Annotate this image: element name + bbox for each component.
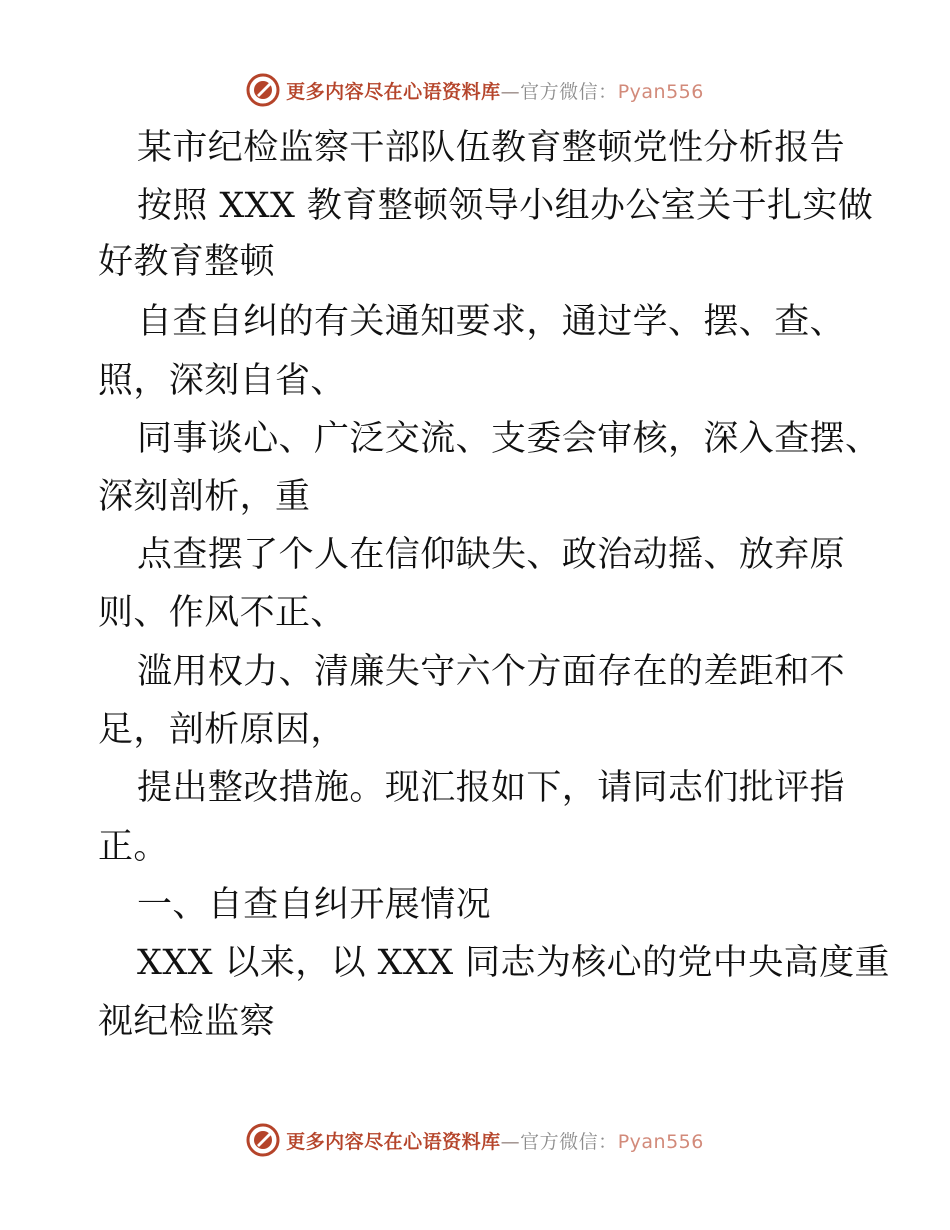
- paragraph-line: 滥用权力、清廉失守六个方面存在的差距和不: [137, 652, 846, 692]
- banner-text: [286, 77, 704, 104]
- paragraph-line: 提出整改措施。现汇报如下，请同志们批评指: [137, 768, 846, 808]
- paragraph-line: 自查自纠的有关通知要求，通过学、摆、查、: [137, 302, 846, 342]
- paragraph-line: 同事谈心、广泛交流、支委会审核，深入查摆、: [137, 419, 881, 459]
- paragraph-line: 视纪检监察: [98, 1002, 276, 1042]
- banner-dash: —: [500, 1130, 521, 1153]
- paragraph-line: 深刻剖析，重: [98, 477, 311, 517]
- banner-wechat-id: Pyan556: [617, 80, 704, 103]
- paragraph-line: 点查摆了个人在信仰缺失、政治动摇、放弃原: [137, 535, 846, 575]
- banner-wechat-label: 官方微信：: [520, 80, 618, 103]
- red-circle-logo-icon: [246, 73, 280, 107]
- section-heading: 一、自查自纠开展情况: [137, 885, 492, 925]
- paragraph-line: 照，深刻自省、: [98, 361, 346, 401]
- document-title: 某市纪检监察干部队伍教育整顿党性分析报告: [137, 128, 846, 168]
- footer-banner: [0, 1120, 950, 1160]
- paragraph-line: 足，剖析原因，: [98, 710, 346, 750]
- paragraph-line: 则、作风不正、: [98, 593, 346, 633]
- paragraph-line: 按照 XXX 教育整顿领导小组办公室关于扎实做: [137, 186, 874, 226]
- banner-main-text: 更多内容尽在心语资料库: [286, 80, 501, 103]
- banner-wechat-id: Pyan556: [617, 1130, 704, 1153]
- banner-text: [286, 1127, 704, 1154]
- paragraph-line: 正。: [98, 827, 169, 867]
- banner-wechat-label: 官方微信：: [520, 1130, 618, 1153]
- paragraph-line: 好教育整顿: [98, 242, 276, 282]
- banner-main-text: 更多内容尽在心语资料库: [286, 1130, 501, 1153]
- banner-dash: —: [500, 80, 521, 103]
- red-circle-logo-icon: [246, 1123, 280, 1157]
- header-banner: [0, 70, 950, 110]
- paragraph-line: XXX 以来，以 XXX 同志为核心的党中央高度重: [137, 943, 890, 983]
